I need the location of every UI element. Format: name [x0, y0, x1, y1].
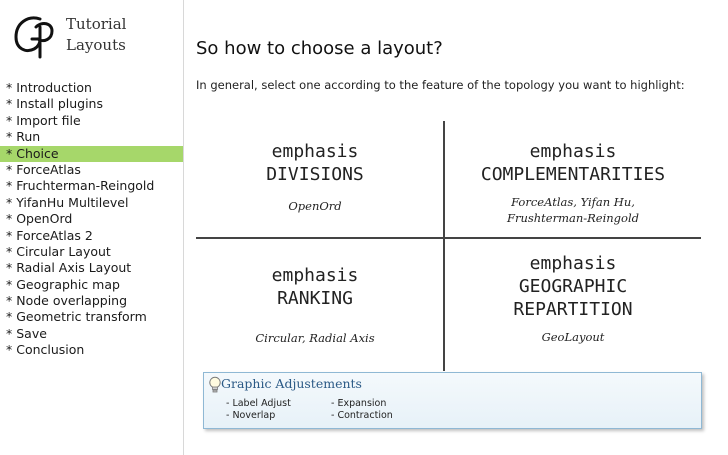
adjustment-item: - Label Adjust	[226, 398, 291, 409]
title-line-2: Layouts	[66, 36, 126, 54]
quadrant-emphasis: emphasis	[271, 265, 359, 286]
title-line-1: Tutorial	[66, 15, 127, 33]
vertical-divider	[443, 121, 445, 371]
page-subtitle: In general, select one according to the feature of the topology you want to highlight:	[196, 78, 685, 92]
quadrant-divisions	[230, 140, 400, 214]
quadrant-tools-line-2: Frushterman-Reingold	[506, 211, 640, 225]
sidebar-item-geometric-transform[interactable]: * Geometric transform	[6, 309, 147, 325]
adjustment-item: - Noverlap	[226, 410, 276, 421]
sidebar-item-choice[interactable]: * Choice	[0, 146, 183, 162]
graphic-adjustments-box	[203, 372, 702, 429]
quadrant-heading: COMPLEMENTARITIES	[480, 164, 666, 185]
horizontal-divider	[196, 237, 701, 239]
sidebar-item-circular-layout[interactable]: * Circular Layout	[6, 243, 111, 259]
sidebar-item-install-plugins[interactable]: * Install plugins	[6, 96, 103, 112]
sidebar-item-run[interactable]: * Run	[6, 129, 41, 145]
quadrant-emphasis: emphasis	[529, 253, 617, 274]
tutorial-title	[66, 14, 126, 56]
adjustments-column-1	[226, 398, 291, 422]
quadrant-complementarities	[446, 140, 700, 226]
sidebar	[0, 0, 184, 455]
sidebar-item-introduction[interactable]: * Introduction	[6, 80, 92, 95]
sidebar-item-radial-axis-layout[interactable]: * Radial Axis Layout	[6, 260, 132, 276]
page-title: So how to choose a layout?	[196, 38, 443, 59]
sidebar-item-geographic-map[interactable]: * Geographic map	[6, 276, 120, 292]
sidebar-item-import-file[interactable]: * Import file	[6, 112, 81, 128]
sidebar-item-fruchterman-reingold[interactable]: * Fruchterman-Reingold	[6, 178, 155, 194]
quadrant-tools-line-1: ForceAtlas, Yifan Hu,	[511, 195, 635, 209]
sidebar-nav	[0, 80, 183, 359]
box-title: Graphic Adjustements	[221, 376, 362, 391]
sidebar-item-node-overlapping[interactable]: * Node overlapping	[6, 293, 128, 309]
quadrant-geographic	[446, 252, 700, 345]
quadrant-emphasis: emphasis	[529, 141, 617, 162]
quadrant-heading: DIVISIONS	[266, 164, 364, 185]
quadrant-emphasis: emphasis	[271, 141, 359, 162]
sidebar-item-openord[interactable]: * OpenOrd	[6, 211, 73, 227]
adjustments-column-2	[331, 398, 393, 422]
adjustment-item: - Contraction	[331, 410, 393, 421]
gephi-logo-icon	[10, 11, 56, 59]
quadrant-tools: GeoLayout	[541, 330, 605, 344]
quadrant-tools	[446, 194, 700, 226]
sidebar-item-yifanhu-multilevel[interactable]: * YifanHu Multilevel	[6, 194, 129, 210]
sidebar-item-save[interactable]: * Save	[6, 325, 47, 341]
sidebar-item-conclusion[interactable]: * Conclusion	[6, 342, 85, 358]
quadrant-heading: RANKING	[277, 288, 353, 309]
quadrant-tools: OpenOrd	[288, 199, 342, 213]
lightbulb-icon	[208, 376, 222, 394]
quadrant-tools: Circular, Radial Axis	[255, 331, 375, 345]
quadrant-ranking	[230, 264, 400, 346]
sidebar-item-forceatlas[interactable]: * ForceAtlas	[6, 161, 81, 177]
sidebar-item-forceatlas-2[interactable]: * ForceAtlas 2	[6, 227, 93, 243]
quadrant-heading-2: REPARTITION	[513, 299, 633, 320]
quadrant-heading: GEOGRAPHIC	[518, 276, 628, 297]
adjustment-item: - Expansion	[331, 398, 387, 409]
